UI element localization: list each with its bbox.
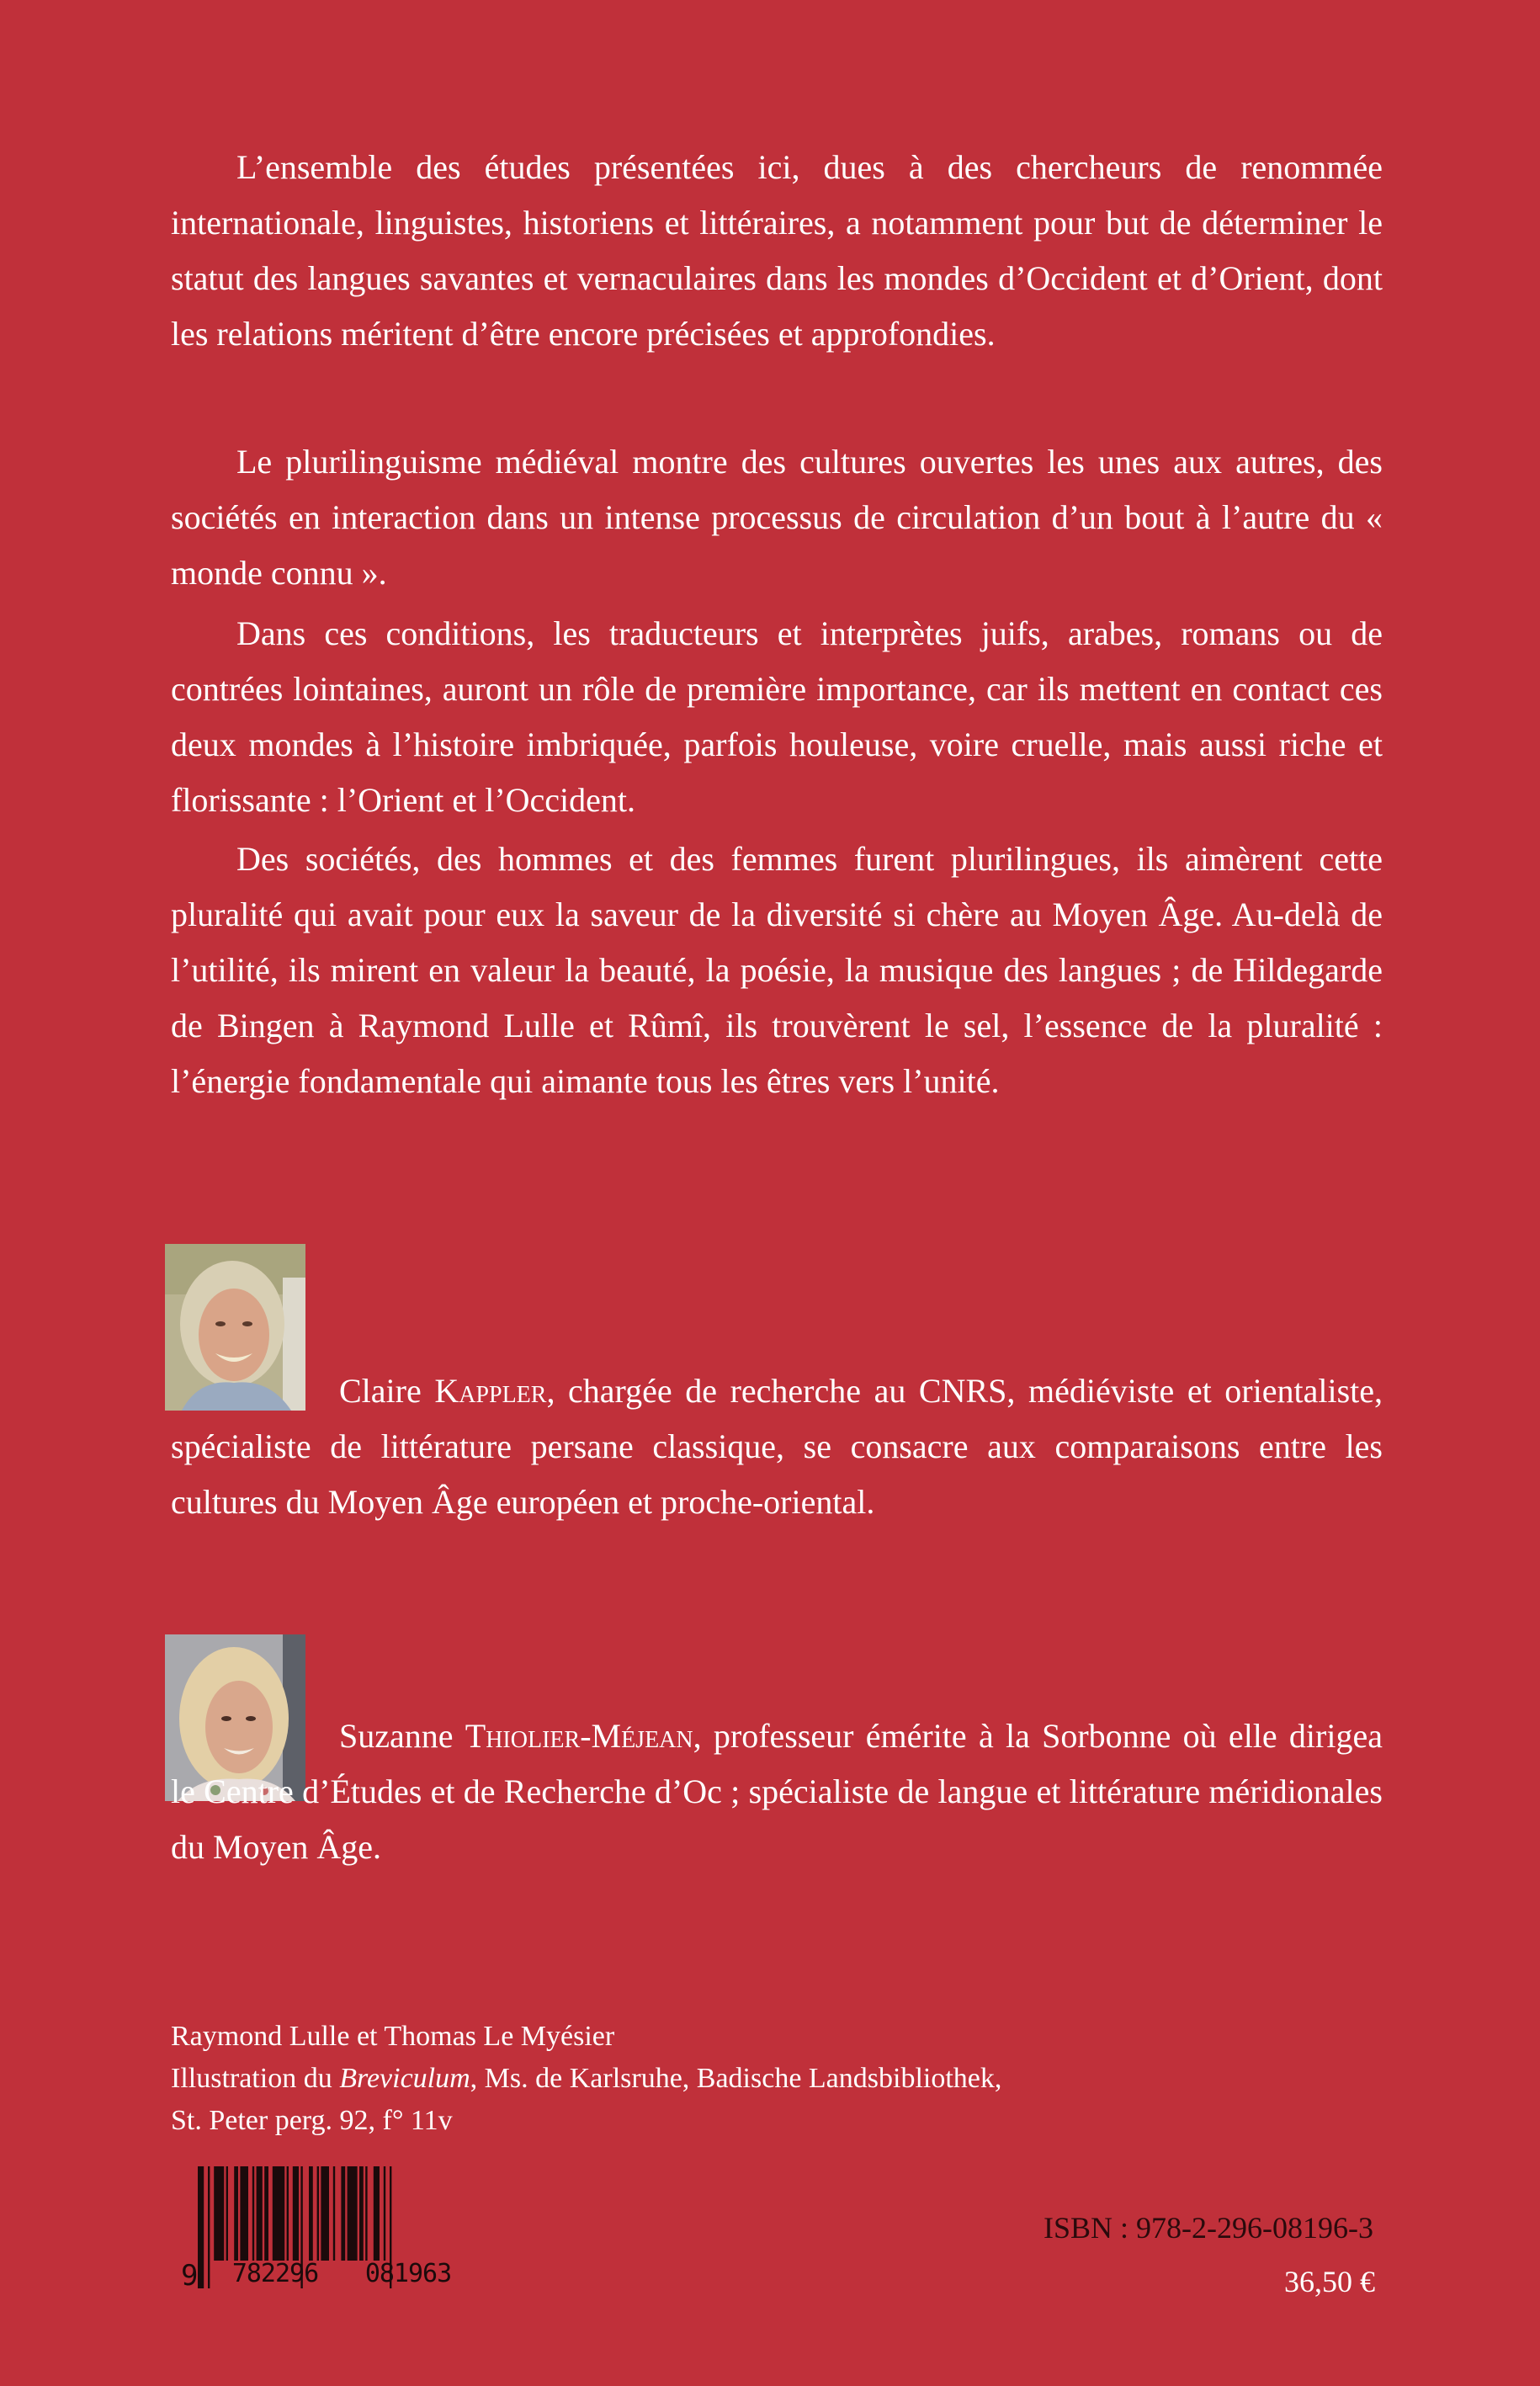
barcode-bar [198, 2166, 204, 2288]
caption-line-2-suffix: , Ms. de Karlsruhe, Badische Landsbibliothek, [470, 2063, 1002, 2094]
barcode-bar [348, 2166, 358, 2261]
author-bio-suzanne-thiolier-mejean [171, 1708, 1383, 1875]
barcode-bar [374, 2166, 380, 2261]
barcode-bar [321, 2166, 329, 2261]
illustration-caption [171, 2016, 1001, 2142]
barcode-bar [384, 2166, 385, 2261]
barcode-bar [359, 2166, 364, 2261]
caption-line-2-prefix: Illustration du [171, 2063, 340, 2094]
intro-paragraph-4: Des sociétés, des hommes et des femmes furent plurilingues, ils aimèrent cette pluralité qui avait pour eux la saveur de la diversité si chère au Moyen Âge. Au-delà de l’utilité, ils mirent en valeur la beauté, la poésie, la musique des langues ; de Hildegarde de Bingen à Raymond Lulle et Rûmî, ils trouvèrent le sel, l’essence de la pluralité : l’énergie fondamentale qui aimante tous les êtres vers l’unité. [171, 840, 1383, 1100]
barcode-bar [341, 2166, 345, 2261]
barcode-digits-right: 081963 [364, 2259, 452, 2288]
author-first-name: Suzanne [339, 1717, 454, 1755]
barcode-bar [214, 2166, 224, 2261]
barcode-bar [208, 2166, 210, 2288]
barcode-digit-first: 9 [181, 2259, 199, 2293]
author-bio-text: , professeur émérite à la Sorbonne où elle dirigea le Centre d’Études et de Recherche d’Oc ; spécialiste de langue et littérature méridionales du Moyen Âge. [171, 1717, 1383, 1866]
barcode-bar [317, 2166, 319, 2261]
barcode-bar [240, 2166, 248, 2261]
intro-paragraph-3: Dans ces conditions, les traducteurs et interprètes juifs, arabes, romans ou de contrées lointaines, auront un rôle de première importance, car ils mettent en contact ces deux mondes à l’histoire imbriquée, parfois houleuse, voire cruelle, mais aussi riche et florissante : l’Orient et l’Occident. [171, 614, 1383, 819]
author-first-name: Claire [339, 1372, 422, 1410]
barcode-bar [333, 2166, 335, 2261]
caption-title-italic: Breviculum [339, 2063, 470, 2094]
barcode-bar [234, 2166, 238, 2261]
barcode-bar [287, 2166, 289, 2261]
barcode [181, 2166, 492, 2293]
author-last-name: Kappler [434, 1372, 547, 1410]
barcode-bar [264, 2166, 268, 2261]
barcode-bar [273, 2166, 284, 2261]
author-bio-text: , chargée de recherche au CNRS, médiéviste et orientaliste, spécialiste de littérature persane classique, se consacre aux comparaisons entre les cultures du Moyen Âge européen et proche-oriental. [171, 1372, 1383, 1521]
intro-paragraph-1: L’ensemble des études présentées ici, dues à des chercheurs de renommée internationale, linguistes, historiens et littéraires, a notamment pour but de déterminer le statut des langues savantes et vernaculaires dans les mondes d’Occident et d’Orient, dont les relations méritent d’être encore précisées et approfondies. [171, 148, 1383, 353]
barcode-bar [252, 2166, 254, 2261]
isbn: ISBN : 978-2-296-08196-3 [1043, 2211, 1373, 2245]
author-bio-claire-kappler [171, 1363, 1383, 1530]
caption-line-2 [171, 2058, 1001, 2100]
price: 36,50 € [1284, 2265, 1375, 2298]
caption-line-1: Raymond Lulle et Thomas Le Myésier [171, 2021, 615, 2052]
intro-paragraph-2: Le plurilinguisme médiéval montre des cultures ouvertes les unes aux autres, des sociétés en interaction dans un intense processus de circulation d’un bout à l’autre du « monde connu ». [171, 443, 1383, 592]
barcode-bar [257, 2166, 263, 2261]
barcode-bar [226, 2166, 228, 2261]
barcode-bar [365, 2166, 367, 2261]
author-last-name: Thiolier-Méjean [465, 1717, 693, 1755]
barcode-bar [309, 2166, 313, 2261]
caption-line-3: St. Peter perg. 92, f° 11v [171, 2105, 453, 2136]
barcode-digits-left: 782296 [231, 2259, 319, 2288]
barcode-bar [293, 2166, 299, 2261]
